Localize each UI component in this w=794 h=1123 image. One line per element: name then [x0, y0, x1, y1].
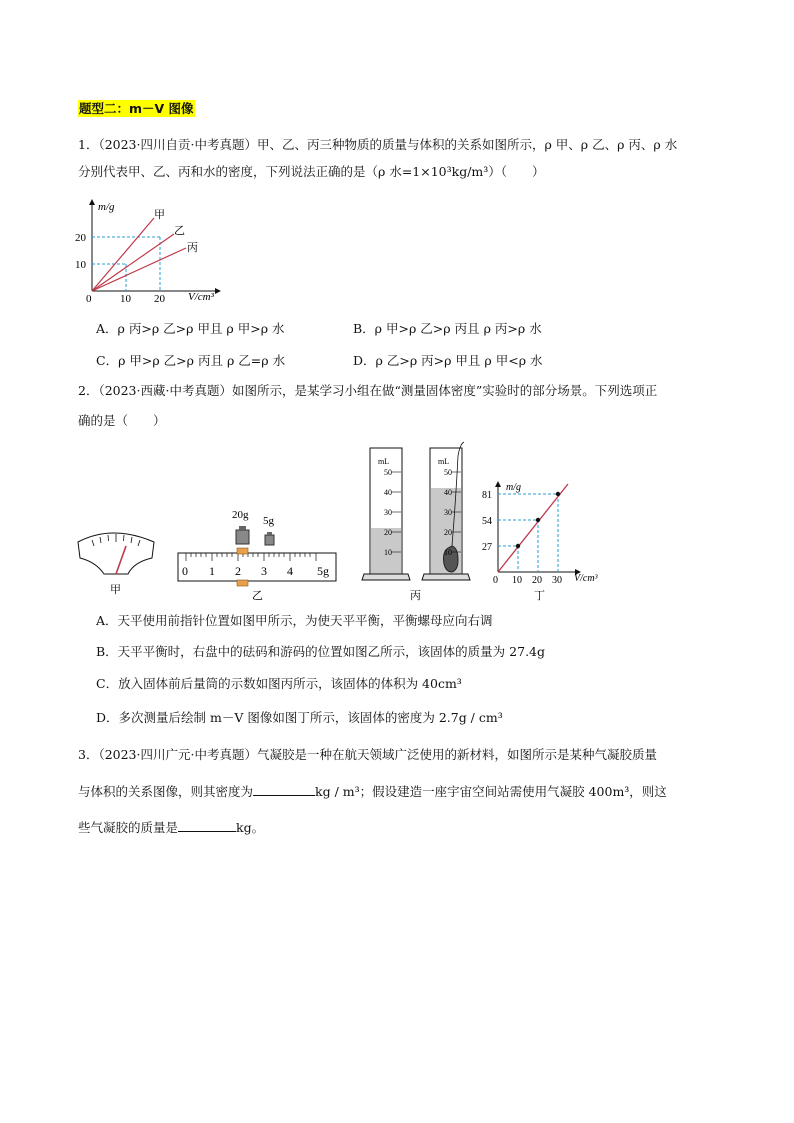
- q1-origin: 0: [86, 293, 92, 305]
- q1-label-yi: 乙: [174, 225, 185, 237]
- q2-graph-x-label: V/cm³: [574, 573, 598, 584]
- q2-cyl1-30: 30: [384, 508, 392, 517]
- q2-ruler-0: 0: [182, 564, 188, 578]
- q1-label-bing: 丙: [187, 242, 198, 254]
- q3-line2-part2: kg / m³；假设建造一座宇宙空间站需使用气凝胶 400m³，则这: [315, 784, 667, 799]
- q2-option-d[interactable]: D．多次测量后绘制 m－V 图像如图丁所示，该固体的密度为 2.7g / cm³: [96, 710, 503, 725]
- q2-ruler-4: 4: [287, 564, 293, 578]
- q2-caption-yi: 乙: [252, 590, 263, 602]
- q1-xtick-10: 10: [120, 293, 131, 305]
- q2-balance-ruler-yi: [178, 509, 336, 602]
- q2-cyl2-30: 30: [444, 508, 452, 517]
- q1-ytick-20: 20: [75, 232, 86, 244]
- section-title: 题型二：m－V 图像: [79, 101, 194, 116]
- q1-option-a[interactable]: A．ρ 丙>ρ 乙>ρ 甲且 ρ 甲>ρ 水: [96, 321, 285, 336]
- q2-graph-ytick-27: 27: [482, 542, 492, 553]
- q2-weight-5g: 5g: [263, 515, 274, 527]
- q3-line2-part1: 与体积的关系图像，则其密度为: [78, 784, 254, 799]
- q2-cyl1-10: 10: [384, 548, 392, 557]
- q2-graph-ytick-54: 54: [482, 516, 492, 527]
- q2-ruler-2: 2: [235, 564, 241, 578]
- q2-caption-jia: 甲: [110, 584, 121, 596]
- q3-line3-part1: 些气凝胶的质量是: [78, 820, 179, 835]
- q1-line-bing: [92, 248, 186, 291]
- q2-option-c[interactable]: C．放入固体前后量筒的示数如图丙所示，该固体的体积为 40cm³: [96, 676, 462, 691]
- q3-stem-line2: [78, 783, 667, 801]
- q1-option-d[interactable]: D．ρ 乙>ρ 丙>ρ 甲且 ρ 甲<ρ 水: [353, 353, 543, 368]
- q2-cyl1-40: 40: [384, 488, 392, 497]
- q2-stem-line2: 确的是（ ）: [78, 413, 166, 428]
- q2-cyl1-20: 20: [384, 528, 392, 537]
- q3-blank-density[interactable]: [253, 783, 315, 796]
- q1-option-b[interactable]: B．ρ 甲>ρ 乙>ρ 丙且 ρ 丙>ρ 水: [353, 321, 542, 336]
- q2-option-b[interactable]: B．天平平衡时，右盘中的砝码和游码的位置如图乙所示，该固体的质量为 27.4g: [96, 644, 545, 659]
- q2-ruler-3: 3: [261, 564, 267, 578]
- q2-caption-bing: 丙: [410, 590, 421, 602]
- q2-cyl2-50: 50: [444, 468, 452, 477]
- q2-option-a[interactable]: A．天平使用前指针位置如图甲所示，为使天平平衡，平衡螺母应向右调: [96, 613, 493, 628]
- q2-cylinders-bing: [362, 442, 470, 602]
- q2-graph-origin: 0: [493, 575, 498, 586]
- q1-stem-line2: 分别代表甲、乙、丙和水的密度，下列说法正确的是（ρ 水=1×10³kg/m³）（ ）: [78, 164, 545, 179]
- q1-y-label: m/g: [98, 201, 115, 213]
- q3-stem-line3: [78, 819, 264, 837]
- q2-dial-jia: [78, 533, 154, 596]
- q2-graph-ding: [482, 482, 599, 602]
- q2-graph-ytick-81: 81: [482, 490, 492, 501]
- q1-stem-line1: 1．（2023·四川自贡·中考真题）甲、乙、丙三种物质的质量与体积的关系如图所示，ρ 甲、ρ 乙、ρ 丙、ρ 水: [78, 137, 678, 152]
- q2-cyl2-40: 40: [444, 488, 452, 497]
- q2-cyl2-10: 10: [444, 548, 452, 557]
- q2-cyl1-unit: mL: [378, 457, 390, 466]
- q2-stem-line1: 2．（2023·西藏·中考真题）如图所示，是某学习小组在做“测量固体密度”实验时的部分场景。下列选项正: [78, 383, 658, 398]
- q2-figure: [70, 436, 620, 604]
- q1-xtick-20: 20: [154, 293, 165, 305]
- q1-x-label: V/cm³: [188, 291, 214, 303]
- q2-cyl2-20: 20: [444, 528, 452, 537]
- q2-weight-20g: 20g: [232, 509, 249, 521]
- q2-ruler-1: 1: [209, 564, 215, 578]
- q2-graph-xtick-20: 20: [532, 575, 542, 586]
- q3-blank-mass[interactable]: [178, 819, 236, 832]
- q3-line3-part2: kg。: [236, 820, 265, 835]
- q2-caption-ding: 丁: [534, 590, 545, 602]
- q2-ruler-5g: 5g: [317, 564, 329, 578]
- q1-ytick-10: 10: [75, 259, 86, 271]
- q2-graph-xtick-30: 30: [552, 575, 562, 586]
- q2-cyl2-unit: mL: [438, 457, 450, 466]
- q1-mass-volume-graph: [70, 196, 230, 306]
- q1-label-jia: 甲: [154, 209, 165, 221]
- q2-graph-y-label: m/g: [506, 482, 521, 493]
- q3-stem-line1: 3．（2023·四川广元·中考真题）气凝胶是一种在航天领域广泛使用的新材料，如图所示是某种气凝胶质量: [78, 747, 657, 762]
- q2-cyl1-50: 50: [384, 468, 392, 477]
- q1-option-c[interactable]: C．ρ 甲>ρ 乙>ρ 丙且 ρ 乙=ρ 水: [96, 353, 286, 368]
- q2-graph-xtick-10: 10: [512, 575, 522, 586]
